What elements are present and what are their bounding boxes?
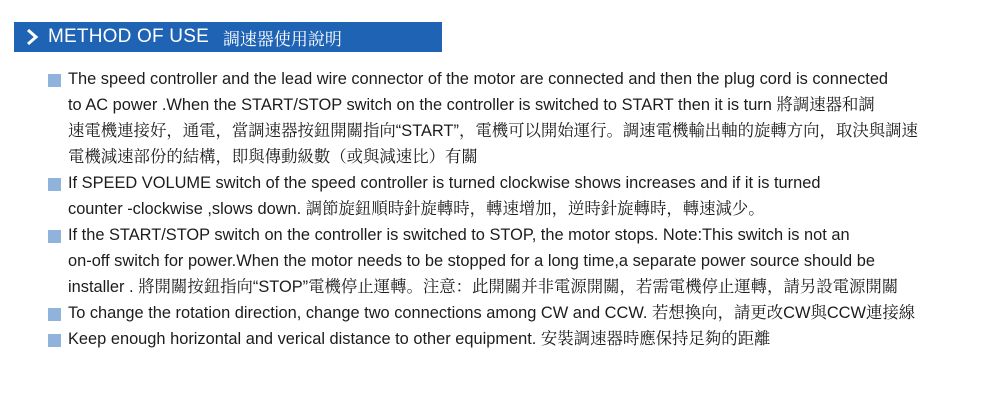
bullet-square	[48, 308, 61, 321]
bullet-square	[48, 334, 61, 347]
instruction-line: If the START/STOP switch on the controller is switched to STOP, the motor stops. Note:This switch is not an	[68, 226, 850, 244]
instruction-item	[48, 326, 988, 352]
section-header	[14, 22, 442, 52]
section-title-en: METHOD OF USE	[48, 26, 209, 47]
instruction-line: 電機減速部份的結構，即與傳動級數（或與減速比）有關	[68, 148, 478, 166]
instruction-line: If SPEED VOLUME switch of the speed controller is turned clockwise shows increases and if it is turned	[68, 174, 821, 192]
instruction-line: 速電機連接好，通電，當調速器按鈕開關指向“START”，電機可以開始運行。調速電機輸出軸的旋轉方向，取決與調速	[68, 122, 918, 140]
instruction-line: to AC power .When the START/STOP switch on the controller is switched to START then it is turn 將調速器和調	[68, 96, 875, 114]
instruction-item	[48, 170, 988, 222]
instruction-line: counter -clockwise ,slows down. 調節旋鈕順時針旋轉時，轉速增加，逆時針旋轉時，轉速減少。	[68, 200, 765, 218]
chevron-right-icon	[20, 22, 44, 52]
instruction-line: The speed controller and the lead wire connector of the motor are connected and then the plug cord is connected	[68, 70, 889, 88]
bullet-square	[48, 178, 61, 191]
bullet-square	[48, 230, 61, 243]
instruction-item	[48, 66, 988, 170]
instruction-item	[48, 300, 988, 326]
instruction-list	[48, 66, 988, 352]
instruction-item	[48, 222, 988, 300]
section-title-zh: 調速器使用說明	[222, 29, 342, 49]
instruction-line: on-off switch for power.When the motor needs to be stopped for a long time,a separate power source should be	[68, 252, 875, 270]
instruction-line: To change the rotation direction, change two connections among CW and CCW. 若想換向，請更改CW與CCW連接線	[68, 304, 916, 322]
instruction-line: Keep enough horizontal and verical distance to other equipment. 安裝調速器時應保持足夠的距離	[68, 330, 771, 348]
instruction-line: installer . 將開關按鈕指向“STOP”電機停止運轉。注意：此開關并非電源開關，若需電機停止運轉，請另設電源開關	[68, 278, 899, 296]
bullet-square	[48, 74, 61, 87]
